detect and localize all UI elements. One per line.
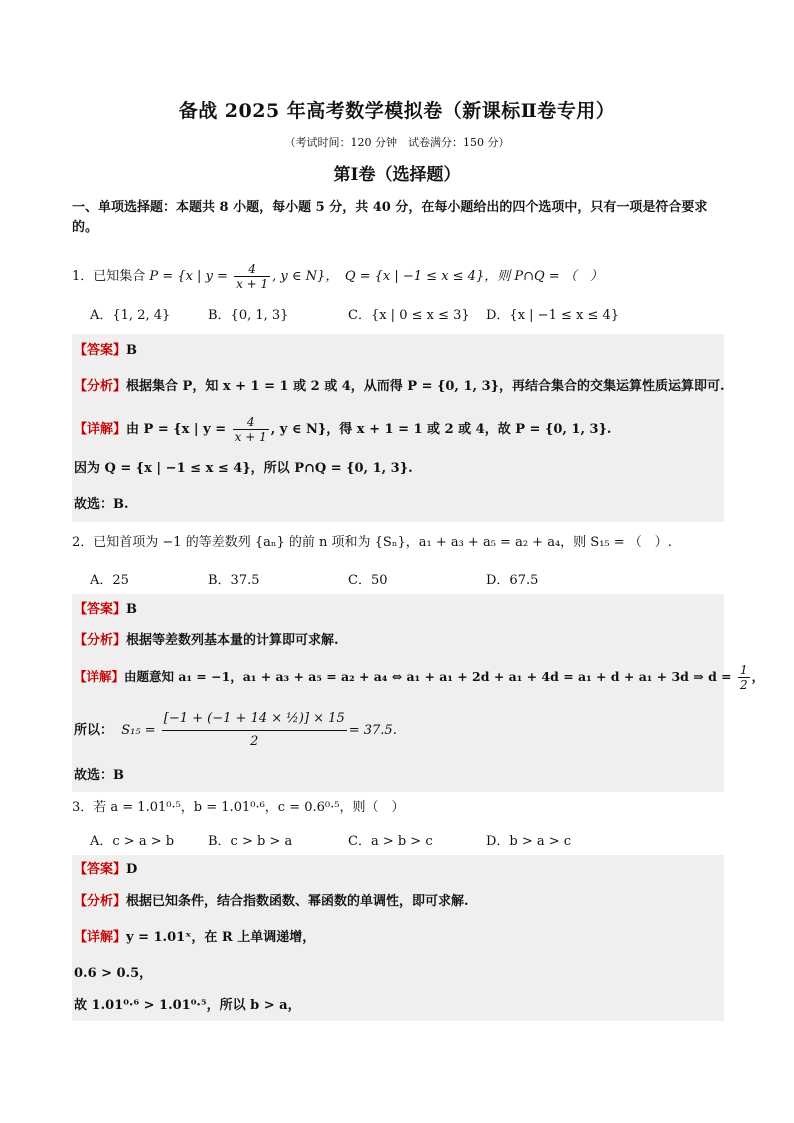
- q1-stem-set: P = {x | y =: [149, 269, 233, 284]
- question-1-stem: [72, 258, 724, 296]
- q1-option-b: B．{0, 1, 3}: [208, 308, 289, 323]
- q3-detail-2: 0.6 > 0.5，: [74, 966, 153, 981]
- q1-detail: 【详解】由 P = {x | y = $\frac{4}{x + 1}$ , y ∈ N}，得 x + 1 = 1 或 2 或 4，故 P = {0, 1, 3}.: [74, 415, 612, 444]
- q2-conclusion: 故选：B: [74, 768, 124, 783]
- q1-option-c: C．{x | 0 ≤ x ≤ 3}: [348, 308, 470, 323]
- q1-option-a: A．{1, 2, 4}: [90, 308, 171, 323]
- q2-option-c: C．50: [348, 573, 388, 588]
- q3-answer: 【答案】D: [74, 862, 138, 877]
- q2-detail-fraction: $\frac{1}{2}$: [740, 663, 748, 692]
- section-heading: 一、单项选择题：本题共 8 小题，每小题 5 分，共 40 分，在每小题给出的四个选项中，只有一项是符合要求的。: [72, 200, 708, 235]
- q2-analysis: 【分析】根据等差数列基本量的计算即可求解.: [74, 633, 339, 648]
- q1-analysis: 【分析】根据集合 P，知 x + 1 = 1 或 2 或 4，从而得 P = {0, 1, 3}，再结合集合的交集运算性质运算即可.: [74, 379, 725, 394]
- exam-info: （考试时间：120 分钟 试卷满分：150 分）: [284, 136, 510, 149]
- q1-answer: 【答案】B: [74, 343, 138, 358]
- q2-option-a: A．25: [90, 573, 129, 588]
- q2-solution-box: [72, 594, 724, 792]
- q2-option-d: D．67.5: [486, 573, 539, 588]
- q3-detail-3: 故 1.01⁰·⁶ > 1.01⁰·⁵，所以 b > a，: [74, 998, 301, 1013]
- q1-detail-2: 因为 Q = {x | −1 ≤ x ≤ 4}，所以 P∩Q = {0, 1, 3}.: [74, 461, 413, 476]
- q3-option-d: D．b > a > c: [486, 834, 572, 849]
- q2-s15-formula: 所以： S₁₅ = $\frac{\text{[−1 + (−1 + 14 × ½)] × 15}}{2}$ = 37.5.: [74, 706, 397, 756]
- q3-option-b: B．c > b > a: [208, 834, 293, 849]
- q1-stem-number: 1．已知集合: [72, 269, 146, 284]
- q3-option-c: C．a > b > c: [348, 834, 433, 849]
- q1-stem-rest: , y ∈ N}， Q = {x | −1 ≤ x ≤ 4}，则 P∩Q = （ ）: [272, 269, 603, 284]
- q1-stem-fraction: $\frac{4}{x + 1}$: [236, 262, 269, 291]
- q1-option-d: D．{x | −1 ≤ x ≤ 4}: [486, 308, 620, 323]
- q2-option-b: B．37.5: [208, 573, 260, 588]
- q2-detail: 【详解】由题意知 a₁ = −1，a₁ + a₃ + a₅ = a₂ + a₄ ⇔ a₁ + a₁ + 2d + a₁ + 4d = a₁ + d + a₁ + 3d ⇒ d = $\frac{1}{2}$ ，: [74, 663, 765, 692]
- part-title: 第Ⅰ卷（选择题）: [333, 165, 461, 185]
- page-title: 备战 2025 年高考数学模拟卷（新课标Ⅱ卷专用）: [178, 100, 616, 122]
- q1-conclusion: 故选：B.: [74, 497, 129, 512]
- q1-detail-fraction: $\frac{4}{x + 1}$: [234, 415, 267, 444]
- q2-s15-fraction: $\frac{\text{[−1 + (−1 + 14 × ½)] × 15}}{2}$: [162, 708, 347, 753]
- q3-detail: 【详解】y = 1.01ˣ，在 R 上单调递增，: [74, 930, 316, 945]
- question-2-stem: 2．已知首项为 −1 的等差数列 {aₙ} 的前 n 项和为 {Sₙ}，a₁ + a₃ + a₅ = a₂ + a₄，则 S₁₅ = （ ）.: [72, 535, 672, 550]
- q3-option-a: A．c > a > b: [90, 834, 175, 849]
- q3-analysis: 【分析】根据已知条件，结合指数函数、幂函数的单调性，即可求解.: [74, 894, 469, 909]
- q2-answer: 【答案】B: [74, 602, 138, 617]
- question-3-stem: 3．若 a = 1.01⁰·⁵，b = 1.01⁰·⁶，c = 0.6⁰·⁵，则（ ）: [72, 800, 405, 815]
